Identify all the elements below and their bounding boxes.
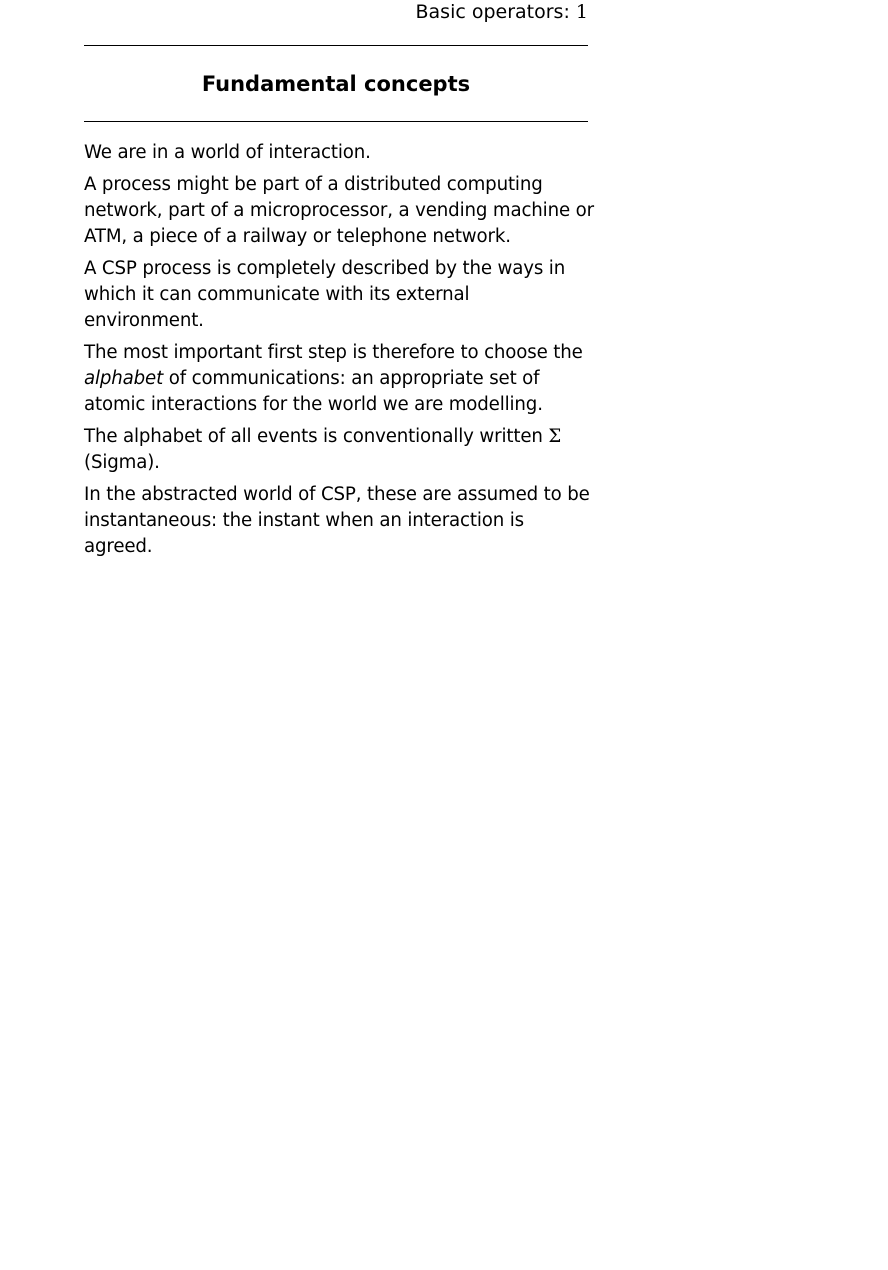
title-rule-top: [84, 45, 588, 46]
sigma-text: The alphabet of all events is conventionally written: [84, 426, 543, 447]
title-rule-bottom: [84, 121, 588, 122]
paragraph-instantaneous: In the abstracted world of CSP, these are assumed to be instantaneous: the instant when an interaction is agreed.: [84, 484, 590, 557]
alphabet-text-before: The most important first step is therefore to choose the: [84, 342, 583, 363]
paragraph-alphabet: [84, 340, 594, 418]
page-header: [84, 0, 588, 24]
alphabet-text-after: of communications: an appropriate set of atomic interactions for the world we are modelling.: [84, 368, 543, 415]
sigma-text-after: (Sigma).: [84, 452, 160, 473]
alphabet-emphasis: alphabet: [84, 368, 164, 389]
slide-title: Fundamental concepts: [201, 72, 471, 96]
paragraph-sigma: [84, 424, 594, 476]
sigma-symbol: Σ: [548, 426, 562, 447]
paragraph-csp-description: A CSP process is completely described by the ways in which it can communicate with its external environment.: [84, 258, 566, 331]
paragraph-process-examples: A process might be part of a distributed computing network, part of a microprocessor, a vending machine or ATM, a piece of a railway or telephone network.: [84, 174, 594, 247]
page-number: 1: [575, 1, 588, 23]
slide-body: [84, 140, 594, 566]
section-label: Basic operators:: [415, 1, 570, 23]
paragraph-interaction: We are in a world of interaction.: [84, 142, 371, 163]
